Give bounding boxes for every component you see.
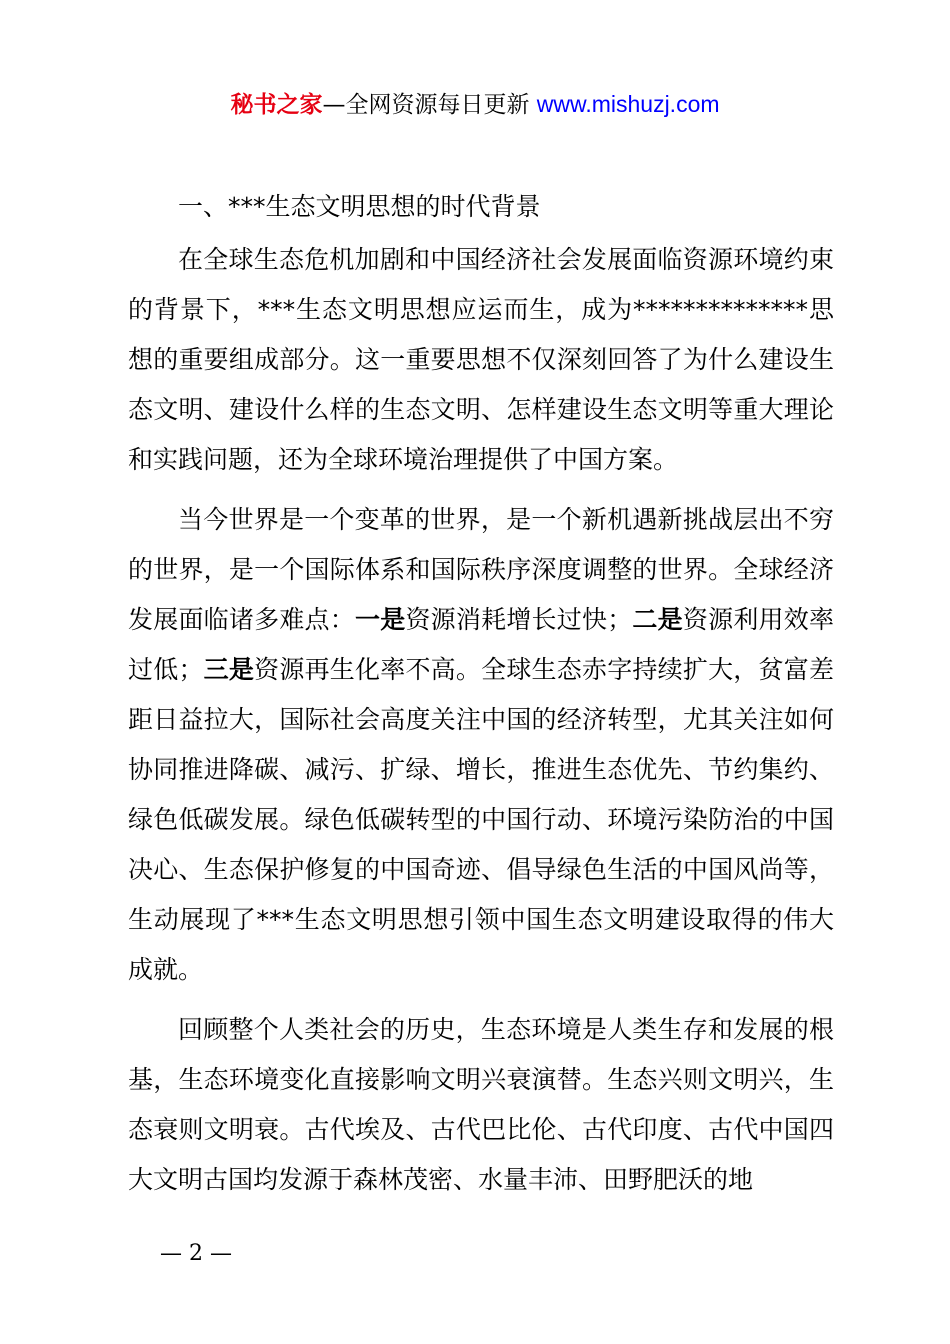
header-tagline: 全网资源每日更新 [345, 92, 537, 118]
paragraph-3: 回顾整个人类社会的历史，生态环境是人类生存和发展的根基，生态环境变化直接影响文明兴衰演替。生态兴则文明兴，生态衰则文明衰。古代埃及、古代巴比伦、古代印度、古代中国四大文明古国均发源于森林茂密、水量丰沛、田野肥沃的地 [128, 1015, 834, 1194]
site-header [0, 88, 950, 121]
point-3-text: 资源再生化率不高。 [254, 655, 482, 684]
site-brand: 秘书之家 [230, 92, 323, 118]
document-body [128, 185, 834, 1205]
page-number: — 2 — [160, 1241, 232, 1266]
point-1-text: 资源消耗增长过快； [405, 605, 633, 634]
header-dash: — [322, 92, 346, 118]
paragraph-2-lead: 当今世界是一个变革的世界，是一个新机遇新挑战层出不穷的世界，是一个国际体系和国际秩序深度调整的世界。全球经济发展面临诸多难点： [128, 505, 834, 634]
paragraph-1: 在全球生态危机加剧和中国经济社会发展面临资源环境约束的背景下，***生态文明思想应运而生，成为**************思想的重要组成部分。这一重要思想不仅深刻回答了为什么建设生态文明、建设什么样的生态文明、怎样建设生态文明等重大理论和实践问题，还为全球环境治理提供了中国方案。 [128, 245, 834, 474]
point-1-label: 一是 [354, 605, 406, 634]
point-3-label: 三是 [203, 655, 255, 684]
point-2-label: 二是 [632, 605, 683, 634]
site-url-link[interactable]: www.mishuzj.com [536, 91, 720, 117]
point-2-text: 资源利用效率过低； [128, 605, 834, 684]
paragraph-2-rest: 全球生态赤字持续扩大，贫富差距日益拉大，国际社会高度关注中国的经济转型，尤其关注如何协同推进降碳、减污、扩绿、增长，推进生态优先、节约集约、绿色低碳发展。绿色低碳转型的中国行动、环境污染防治的中国决心、生态保护修复的中国奇迹、倡导绿色生活的中国风尚等，生动展现了***生态文明思想引领中国生态文明建设取得的伟大成就。 [128, 655, 834, 984]
section-heading: 一、***生态文明思想的时代背景 [178, 192, 541, 221]
paragraph-2 [128, 495, 834, 995]
